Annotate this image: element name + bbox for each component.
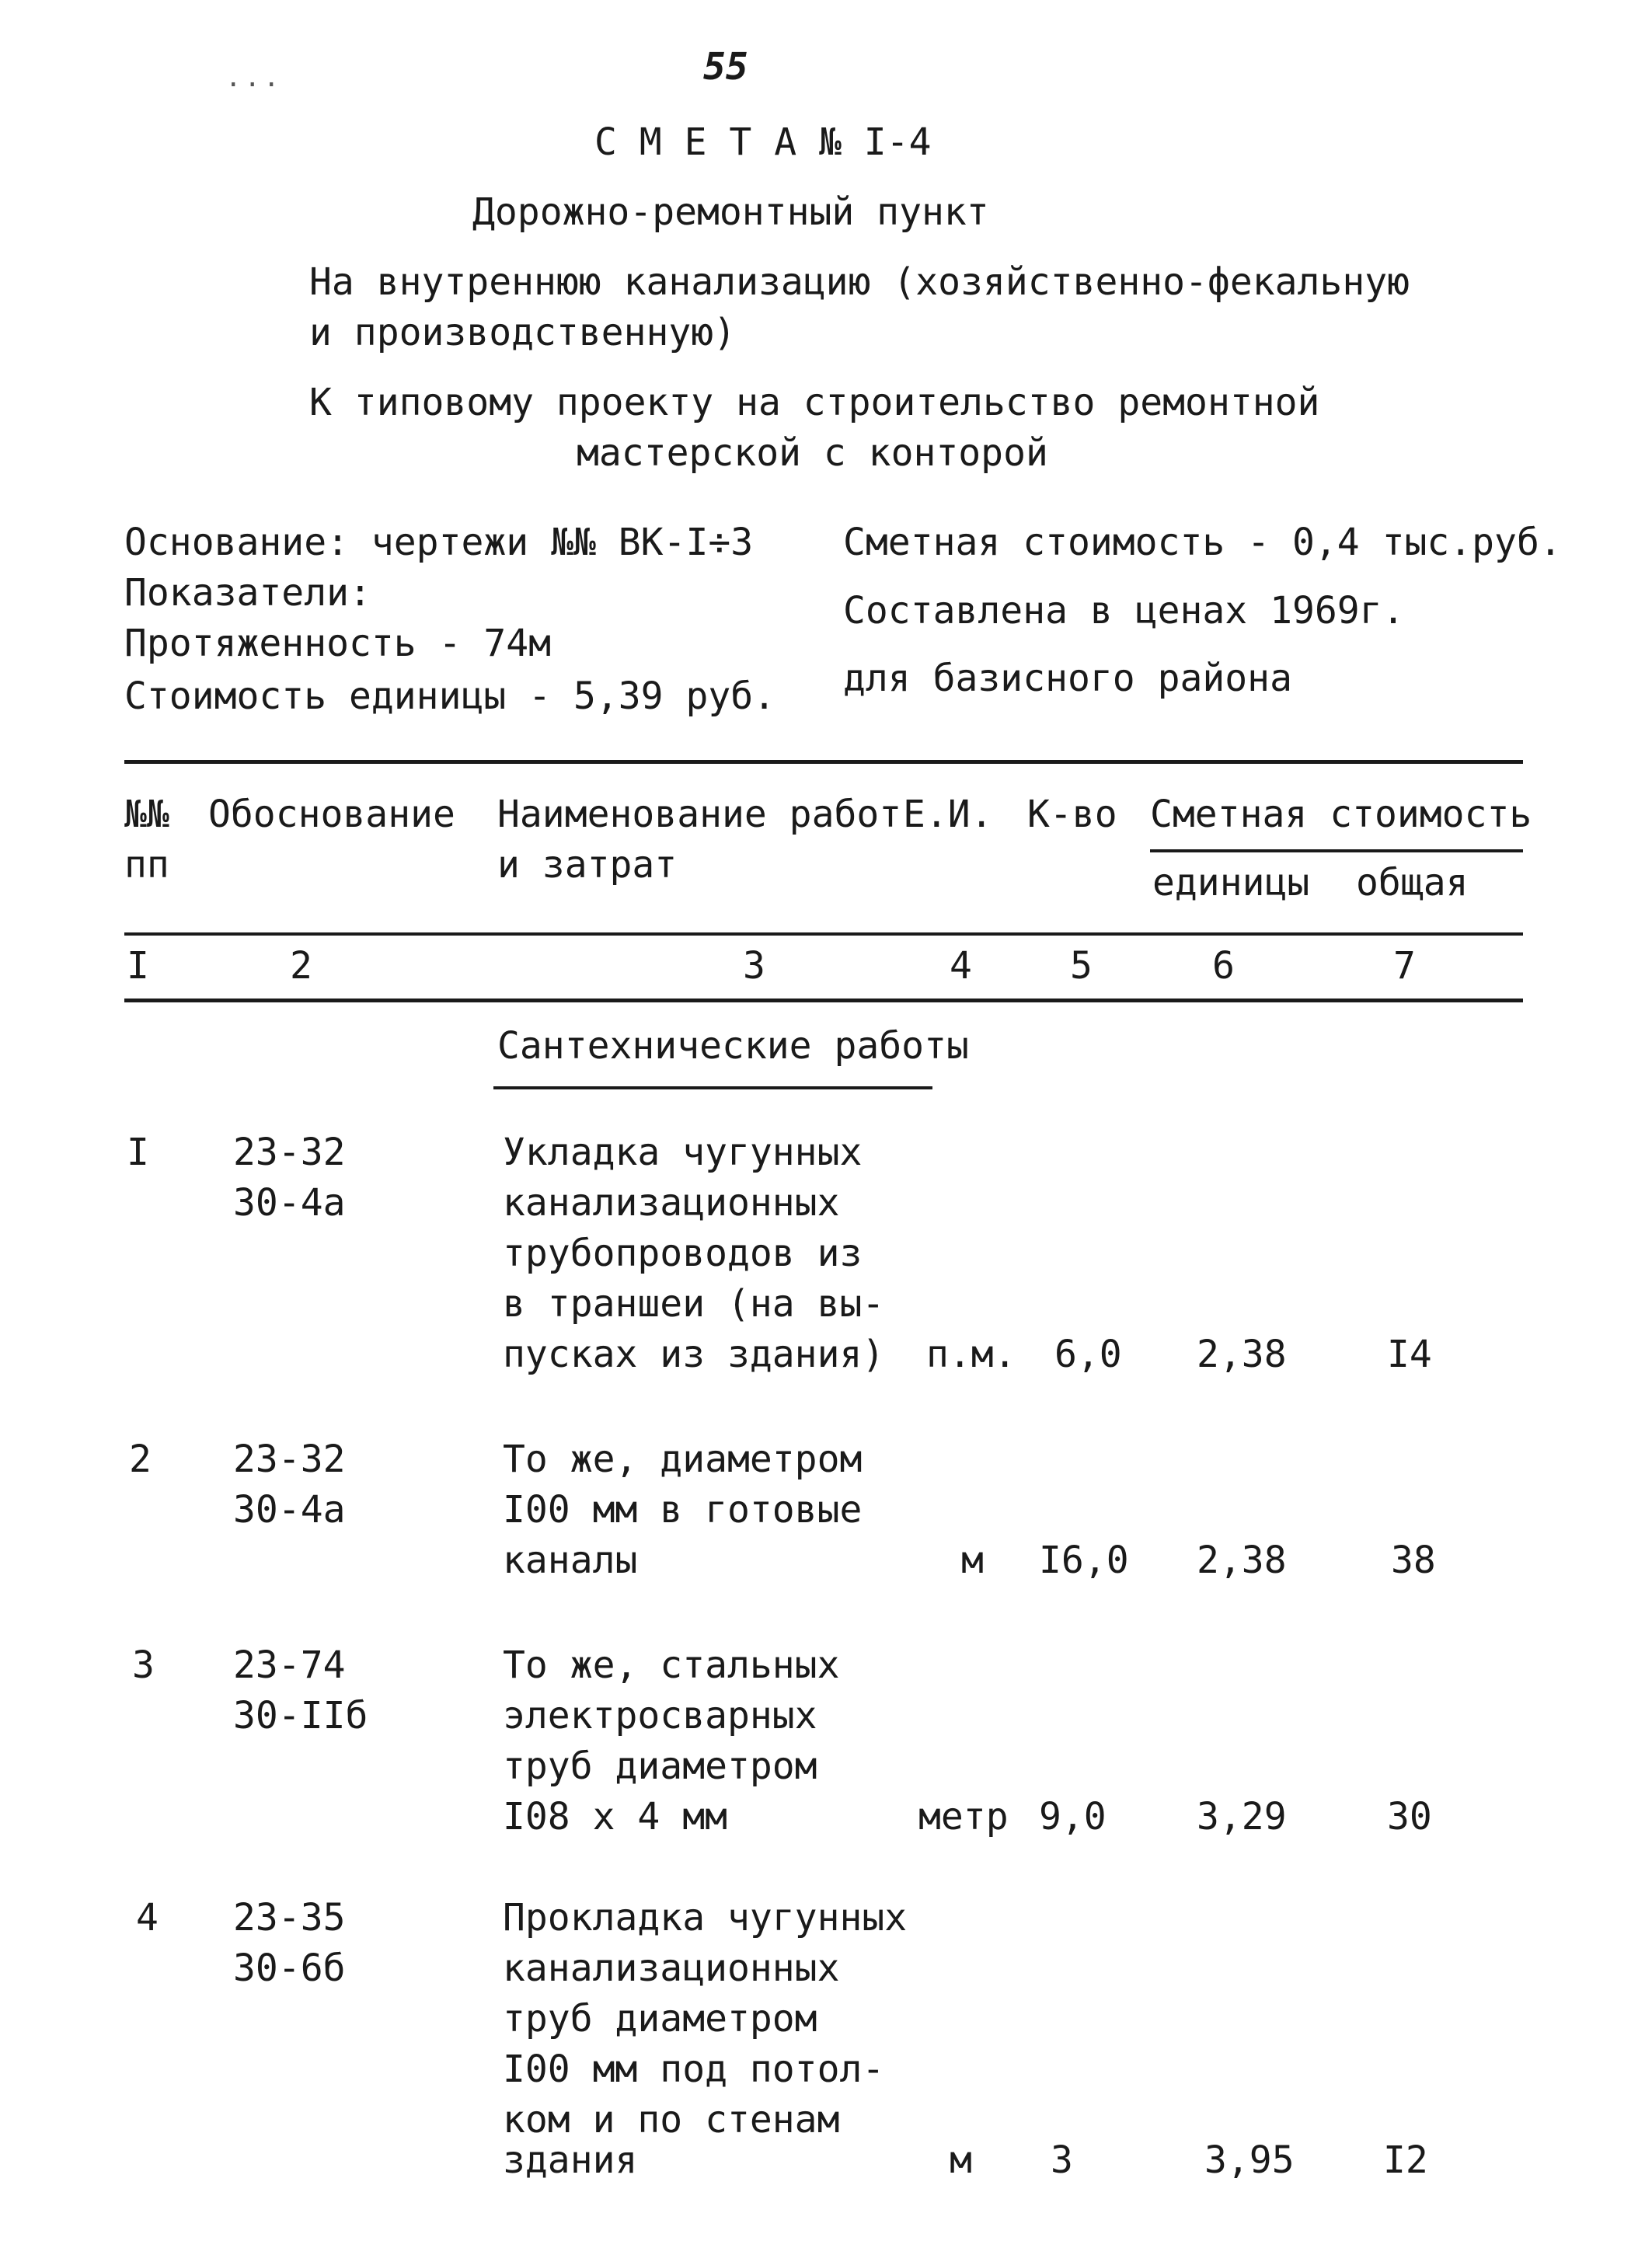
archive-stamp: ... bbox=[225, 62, 283, 93]
row-num: 4 bbox=[136, 1896, 159, 1940]
table-top-rule bbox=[124, 760, 1523, 764]
document-subtitle: Дорожно-ремонтный пункт bbox=[472, 190, 989, 234]
row-name-line: То же, диаметром bbox=[503, 1438, 863, 1481]
header-name: Наименование работ bbox=[497, 793, 902, 836]
row-cost-unit: 2,38 bbox=[1197, 1539, 1287, 1582]
column-number: 7 bbox=[1393, 944, 1416, 988]
row-basis: 23-32 bbox=[233, 1131, 346, 1174]
unit-cost-line: Стоимость единицы - 5,39 руб. bbox=[124, 674, 776, 718]
row-num: I bbox=[127, 1131, 149, 1174]
row-basis: 30-IIб bbox=[233, 1694, 368, 1737]
estimated-cost-line: Сметная стоимость - 0,4 тыс.руб. bbox=[843, 521, 1562, 564]
header-cost-total: общая bbox=[1356, 861, 1469, 904]
row-name-line: I00 мм под потол- bbox=[503, 2048, 885, 2091]
column-number: 5 bbox=[1070, 944, 1093, 988]
row-qty: I6,0 bbox=[1039, 1539, 1129, 1582]
header-basis: Обоснование bbox=[208, 793, 455, 836]
section-underline bbox=[493, 1086, 932, 1089]
row-qty: 9,0 bbox=[1039, 1795, 1107, 1838]
row-name-line: Укладка чугунных bbox=[503, 1131, 863, 1174]
row-basis: 23-35 bbox=[233, 1896, 346, 1940]
row-qty: 6,0 bbox=[1054, 1333, 1122, 1376]
row-basis: 23-74 bbox=[233, 1643, 346, 1687]
cost-header-rule bbox=[1150, 849, 1523, 852]
column-number: I bbox=[127, 944, 149, 988]
row-name-line: труб диаметром bbox=[503, 1997, 817, 2041]
header-bottom-rule bbox=[124, 932, 1523, 936]
row-qty: 3 bbox=[1051, 2138, 1073, 2182]
row-name-line: каналы bbox=[503, 1539, 638, 1582]
header-cost: Сметная стоимость bbox=[1150, 793, 1532, 836]
row-name-line: электросварных bbox=[503, 1694, 817, 1737]
row-unit: м bbox=[961, 1539, 984, 1582]
region-line: для базисного района bbox=[843, 657, 1292, 700]
row-name-line: в траншеи (на вы- bbox=[503, 1282, 885, 1326]
row-num: 3 bbox=[132, 1643, 155, 1687]
row-name-line: ком и по стенам bbox=[503, 2098, 840, 2142]
row-name-line: То же, стальных bbox=[503, 1643, 840, 1687]
length-line: Протяженность - 74м bbox=[124, 622, 552, 665]
column-number: 4 bbox=[950, 944, 972, 988]
row-basis: 23-32 bbox=[233, 1438, 346, 1481]
header-unit: Е.И. bbox=[903, 793, 993, 836]
row-unit: метр bbox=[918, 1795, 1009, 1838]
column-number: 3 bbox=[743, 944, 765, 988]
prices-line: Составлена в ценах 1969г. bbox=[843, 589, 1405, 633]
row-cost-total: I2 bbox=[1383, 2138, 1428, 2182]
column-numbers-rule bbox=[124, 999, 1523, 1002]
row-name-line: Прокладка чугунных bbox=[503, 1896, 908, 1940]
row-num: 2 bbox=[129, 1438, 152, 1481]
row-name-line: I00 мм в готовые bbox=[503, 1488, 863, 1532]
row-cost-unit: 2,38 bbox=[1197, 1333, 1287, 1376]
row-basis: 30-4а bbox=[233, 1488, 346, 1532]
header-qty: К-во bbox=[1027, 793, 1117, 836]
indicators-label: Показатели: bbox=[124, 571, 371, 615]
row-basis: 30-6б bbox=[233, 1947, 346, 1990]
row-name-line: здания bbox=[503, 2138, 638, 2182]
row-cost-total: I4 bbox=[1387, 1333, 1432, 1376]
row-unit: п.м. bbox=[926, 1333, 1016, 1376]
header-num-2: пп bbox=[124, 843, 169, 887]
basis-line: Основание: чертежи №№ ВК-I÷3 bbox=[124, 521, 754, 564]
row-basis: 30-4а bbox=[233, 1181, 346, 1225]
description-line-2: и производственную) bbox=[309, 311, 737, 354]
row-name-line: I08 х 4 мм bbox=[503, 1795, 727, 1838]
column-number: 6 bbox=[1212, 944, 1235, 988]
header-num: №№ bbox=[124, 793, 169, 836]
row-name-line: трубопроводов из bbox=[503, 1232, 863, 1275]
project-line-2: мастерской с конторой bbox=[577, 431, 1048, 475]
column-number: 2 bbox=[290, 944, 312, 988]
row-name-line: канализационных bbox=[503, 1181, 840, 1225]
section-heading: Сантехнические работы bbox=[497, 1024, 969, 1068]
row-unit: м bbox=[950, 2138, 972, 2182]
row-cost-unit: 3,29 bbox=[1197, 1795, 1287, 1838]
description-line-1: На внутреннюю канализацию (хозяйственно-фекальную bbox=[309, 260, 1410, 304]
row-cost-total: 30 bbox=[1387, 1795, 1432, 1838]
row-name-line: канализационных bbox=[503, 1947, 840, 1990]
document-title: С М Е Т А № I-4 bbox=[594, 120, 932, 164]
header-name-2: и затрат bbox=[497, 843, 678, 887]
row-name-line: труб диаметром bbox=[503, 1744, 817, 1788]
row-name-line: пусках из здания) bbox=[503, 1333, 885, 1376]
header-cost-unit: единицы bbox=[1152, 861, 1310, 904]
row-cost-total: 38 bbox=[1391, 1539, 1436, 1582]
project-line-1: К типовому проекту на строительство ремонтной bbox=[309, 381, 1320, 424]
row-cost-unit: 3,95 bbox=[1204, 2138, 1295, 2182]
page-number: 55 bbox=[703, 45, 748, 89]
